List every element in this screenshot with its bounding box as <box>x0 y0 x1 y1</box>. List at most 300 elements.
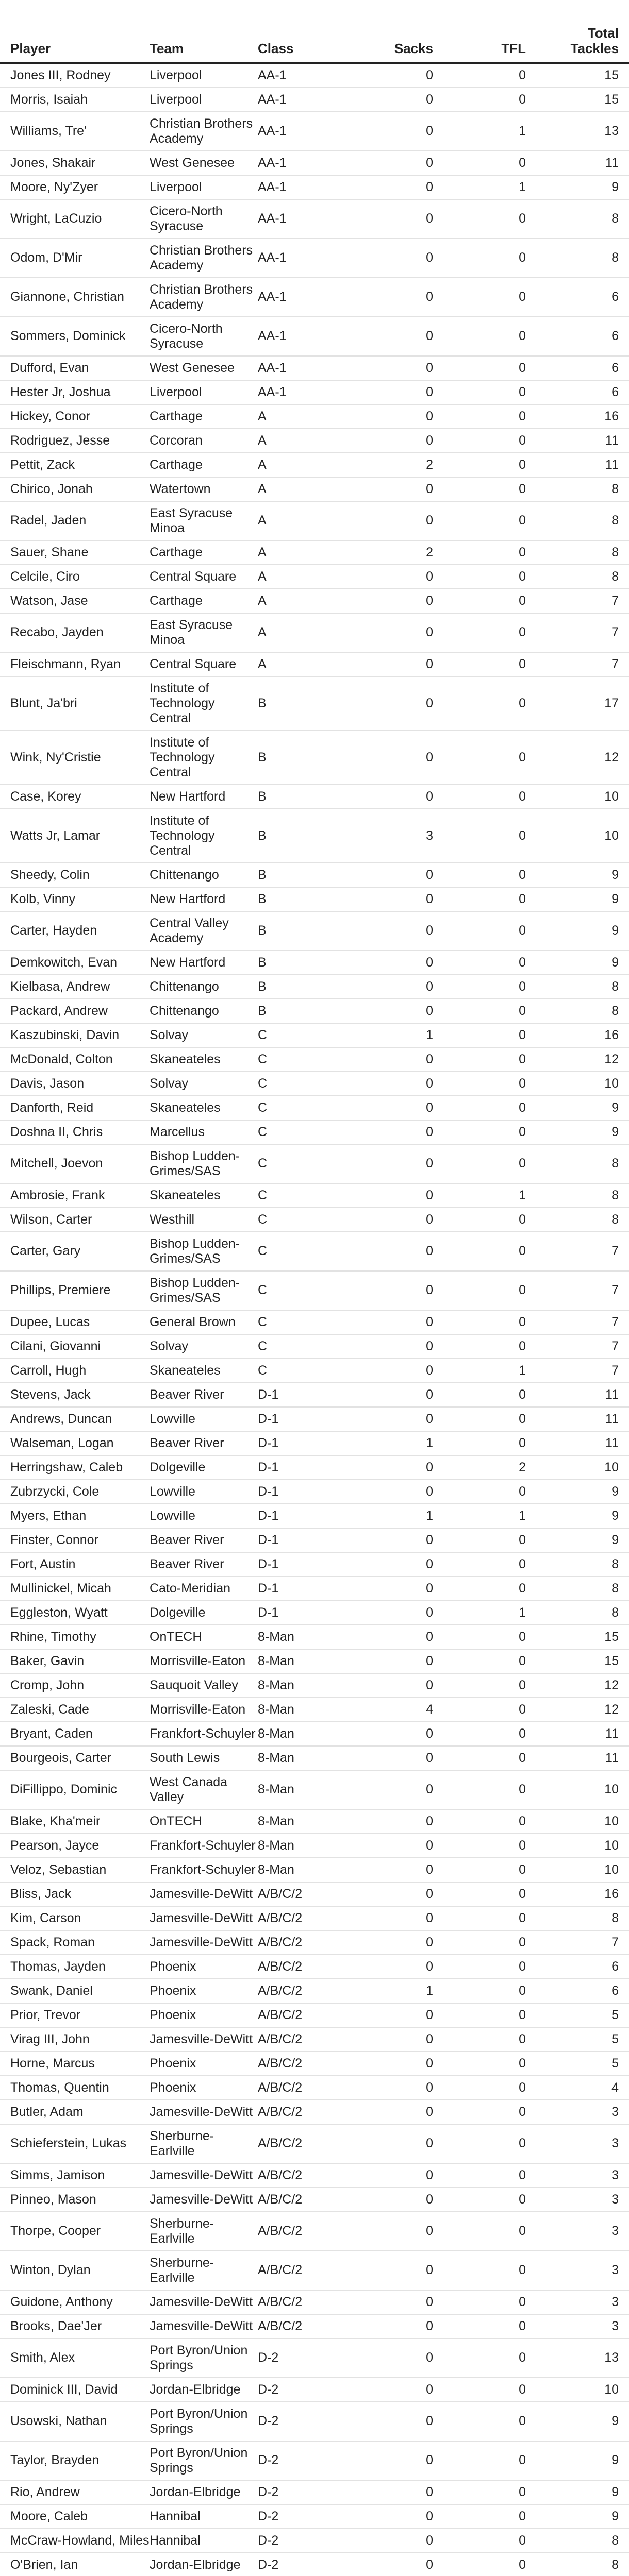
table-row <box>0 1577 629 1601</box>
cell-class: A <box>258 481 267 496</box>
cell-tfl: 0 <box>519 1076 526 1091</box>
cell-player: Williams, Tre' <box>10 124 87 138</box>
cell-player: Wilson, Carter <box>10 1212 92 1227</box>
cell-team: Solvay <box>150 1338 189 1353</box>
cell-total-tackles: 5 <box>611 2031 619 2046</box>
cell-total-tackles: 8 <box>611 1605 619 1620</box>
table-row <box>0 1955 629 1979</box>
cell-total-tackles: 9 <box>611 1124 619 1139</box>
cell-team: New Hartford <box>150 955 226 970</box>
cell-player: Blake, Kha'meir <box>10 1814 101 1828</box>
cell-class: D-2 <box>258 2509 279 2523</box>
table-row <box>0 565 629 589</box>
cell-tfl: 0 <box>519 1935 526 1950</box>
cell-sacks: 0 <box>426 867 433 882</box>
cell-team: Jordan-Elbridge <box>150 2382 241 2397</box>
cell-team: Lowville <box>150 1411 195 1426</box>
cell-sacks: 0 <box>426 1076 433 1091</box>
table-row <box>0 2402 629 2441</box>
cell-sacks: 0 <box>426 250 433 265</box>
table-row <box>0 863 629 887</box>
cell-total-tackles: 3 <box>611 2263 619 2277</box>
table-row <box>0 887 629 911</box>
cell-tfl: 0 <box>519 1629 526 1644</box>
cell-class: AA-1 <box>258 179 287 194</box>
cell-tfl: 0 <box>519 1532 526 1547</box>
cell-player: Herringshaw, Caleb <box>10 1460 123 1475</box>
cell-total-tackles: 7 <box>611 1363 619 1378</box>
cell-tfl: 0 <box>519 789 526 804</box>
cell-team: OnTECH <box>150 1814 202 1828</box>
cell-total-tackles: 7 <box>611 1314 619 1329</box>
cell-team: Skaneateles <box>150 1052 221 1066</box>
table-row <box>0 239 629 278</box>
cell-player: Rodriguez, Jesse <box>10 433 110 448</box>
cell-player: Bourgeois, Carter <box>10 1750 111 1765</box>
cell-tfl: 0 <box>519 2557 526 2572</box>
cell-tfl: 0 <box>519 250 526 265</box>
cell-tfl: 0 <box>519 1910 526 1925</box>
cell-total-tackles: 3 <box>611 2192 619 2207</box>
table-row <box>0 2124 629 2163</box>
cell-sacks: 0 <box>426 1003 433 1018</box>
table-row <box>0 1183 629 1208</box>
cell-tfl: 0 <box>519 1387 526 1402</box>
cell-total-tackles: 16 <box>604 409 619 423</box>
cell-total-tackles: 12 <box>604 1052 619 1066</box>
cell-player: Schieferstein, Lukas <box>10 2136 127 2150</box>
cell-team: Skaneateles <box>150 1100 221 1115</box>
table-row <box>0 1072 629 1096</box>
cell-class: AA-1 <box>258 211 287 226</box>
cell-team: General Brown <box>150 1314 236 1329</box>
cell-tfl: 0 <box>519 923 526 938</box>
cell-player: Moore, Caleb <box>10 2509 88 2523</box>
cell-total-tackles: 9 <box>611 1484 619 1499</box>
cell-tfl: 0 <box>519 2484 526 2499</box>
cell-sacks: 0 <box>426 2382 433 2397</box>
cell-class: D-1 <box>258 1581 279 1596</box>
cell-total-tackles: 9 <box>611 179 619 194</box>
cell-total-tackles: 8 <box>611 1188 619 1202</box>
cell-total-tackles: 9 <box>611 891 619 906</box>
cell-total-tackles: 3 <box>611 2318 619 2333</box>
cell-team: Jamesville-DeWitt <box>150 2167 253 2182</box>
table-row <box>0 1359 629 1383</box>
cell-class: D-1 <box>258 1532 279 1547</box>
cell-tfl: 0 <box>519 2533 526 2548</box>
cell-total-tackles: 11 <box>605 1750 619 1765</box>
cell-class: AA-1 <box>258 290 287 304</box>
cell-class: A/B/C/2 <box>258 2031 303 2046</box>
table-row <box>0 1809 629 1834</box>
cell-tfl: 1 <box>519 1605 526 1620</box>
cell-tfl: 0 <box>519 2453 526 2467</box>
cell-team: Jamesville-DeWitt <box>150 2318 253 2333</box>
cell-team: Carthage <box>150 545 203 560</box>
cell-team: Jamesville-DeWitt <box>150 2294 253 2309</box>
cell-sacks: 3 <box>426 828 433 843</box>
cell-sacks: 0 <box>426 1411 433 1426</box>
cell-player: Walseman, Logan <box>10 1435 114 1450</box>
cell-sacks: 0 <box>426 2263 433 2277</box>
cell-tfl: 1 <box>519 1508 526 1523</box>
cell-total-tackles: 5 <box>611 2007 619 2022</box>
cell-tfl: 0 <box>519 1435 526 1450</box>
cell-player: Morris, Isaiah <box>10 92 88 107</box>
cell-team: Hannibal <box>150 2509 201 2523</box>
cell-team: Watertown <box>150 481 211 496</box>
cell-class: D-2 <box>258 2414 279 2428</box>
cell-team: Cato-Meridian <box>150 1581 231 1596</box>
table-row <box>0 1431 629 1455</box>
table-row <box>0 1096 629 1120</box>
cell-player: Taylor, Brayden <box>10 2453 100 2467</box>
cell-sacks: 0 <box>426 2056 433 2071</box>
cell-sacks: 0 <box>426 155 433 170</box>
cell-class: A/B/C/2 <box>258 2192 303 2207</box>
table-row <box>0 613 629 652</box>
cell-team: Phoenix <box>150 2056 196 2071</box>
table-row <box>0 1504 629 1528</box>
cell-player: Demkowitch, Evan <box>10 955 118 970</box>
cell-sacks: 0 <box>426 1629 433 1644</box>
cell-sacks: 1 <box>426 1983 433 1998</box>
cell-class: A/B/C/2 <box>258 2294 303 2309</box>
cell-team: Bishop Ludden-Grimes/SAS <box>150 1275 240 1305</box>
cell-player: Prior, Trevor <box>10 2007 81 2022</box>
cell-class: AA-1 <box>258 384 287 399</box>
cell-class: D-2 <box>258 2533 279 2548</box>
cell-player: Thomas, Jayden <box>10 1959 106 1974</box>
table-row <box>0 1144 629 1183</box>
table-row <box>0 975 629 999</box>
cell-class: A <box>258 656 267 671</box>
table-row <box>0 63 629 88</box>
cell-sacks: 0 <box>426 2294 433 2309</box>
cell-team: Beaver River <box>150 1435 224 1450</box>
cell-sacks: 0 <box>426 696 433 710</box>
cell-team: Sherburne-Earlville <box>150 2255 214 2285</box>
cell-tfl: 0 <box>519 1750 526 1765</box>
cell-total-tackles: 7 <box>611 593 619 608</box>
table-row <box>0 2188 629 2212</box>
table-row <box>0 2314 629 2338</box>
cell-tfl: 0 <box>519 1003 526 1018</box>
cell-class: AA-1 <box>258 155 287 170</box>
table-row <box>0 2553 629 2576</box>
cell-player: Kolb, Vinny <box>10 891 76 906</box>
cell-player: Finster, Connor <box>10 1532 98 1547</box>
cell-class: B <box>258 867 267 882</box>
table-row <box>0 589 629 613</box>
column-header-team: Team <box>150 40 184 56</box>
table-row <box>0 404 629 429</box>
cell-class: B <box>258 955 267 970</box>
cell-team: Carthage <box>150 409 203 423</box>
cell-tfl: 0 <box>519 1124 526 1139</box>
cell-class: C <box>258 1188 268 1202</box>
cell-player: Radel, Jaden <box>10 513 87 528</box>
cell-total-tackles: 9 <box>611 867 619 882</box>
cell-total-tackles: 8 <box>611 569 619 584</box>
cell-player: Sommers, Dominick <box>10 329 126 343</box>
cell-total-tackles: 6 <box>611 1959 619 1974</box>
cell-player: McDonald, Colton <box>10 1052 113 1066</box>
cell-class: D-1 <box>258 1387 279 1402</box>
cell-total-tackles: 11 <box>605 1726 619 1741</box>
cell-tfl: 0 <box>519 828 526 843</box>
cell-sacks: 0 <box>426 593 433 608</box>
cell-sacks: 0 <box>426 2031 433 2046</box>
table-row <box>0 1208 629 1232</box>
cell-sacks: 0 <box>426 1052 433 1066</box>
cell-tfl: 0 <box>519 1156 526 1171</box>
cell-class: A/B/C/2 <box>258 2136 303 2150</box>
cell-team: Hannibal <box>150 2533 201 2548</box>
cell-sacks: 0 <box>426 656 433 671</box>
table-row <box>0 199 629 239</box>
cell-class: 8-Man <box>258 1653 294 1668</box>
cell-tfl: 0 <box>519 1838 526 1853</box>
cell-sacks: 0 <box>426 513 433 528</box>
cell-class: C <box>258 1076 268 1091</box>
column-header-class: Class <box>258 40 294 56</box>
cell-class: A <box>258 433 267 448</box>
cell-sacks: 0 <box>426 2192 433 2207</box>
cell-class: C <box>258 1052 268 1066</box>
table-row <box>0 2076 629 2100</box>
cell-class: 8-Man <box>258 1702 294 1717</box>
cell-tfl: 0 <box>519 1782 526 1797</box>
cell-team: East Syracuse Minoa <box>150 505 233 535</box>
table-row <box>0 2163 629 2188</box>
cell-total-tackles: 12 <box>604 1677 619 1692</box>
cell-tfl: 0 <box>519 1726 526 1741</box>
cell-sacks: 0 <box>426 1188 433 1202</box>
cell-total-tackles: 11 <box>605 155 619 170</box>
cell-sacks: 0 <box>426 1750 433 1765</box>
cell-sacks: 0 <box>426 1653 433 1668</box>
cell-player: Thorpe, Cooper <box>10 2224 101 2238</box>
cell-tfl: 0 <box>519 979 526 994</box>
cell-total-tackles: 15 <box>604 1653 619 1668</box>
table-row <box>0 785 629 809</box>
cell-tfl: 0 <box>519 1814 526 1828</box>
table-row <box>0 1698 629 1722</box>
cell-team: Westhill <box>150 1212 195 1227</box>
cell-class: A <box>258 545 267 560</box>
cell-class: C <box>258 1338 268 1353</box>
cell-class: D-1 <box>258 1508 279 1523</box>
cell-total-tackles: 10 <box>604 828 619 843</box>
cell-tfl: 0 <box>519 92 526 107</box>
cell-player: Case, Korey <box>10 789 81 804</box>
cell-tfl: 0 <box>519 2263 526 2277</box>
cell-total-tackles: 10 <box>604 1076 619 1091</box>
cell-tfl: 0 <box>519 513 526 528</box>
table-row <box>0 2027 629 2052</box>
cell-sacks: 0 <box>426 1605 433 1620</box>
cell-class: D-1 <box>258 1605 279 1620</box>
cell-player: Watson, Jase <box>10 593 88 608</box>
cell-player: Guidone, Anthony <box>10 2294 113 2309</box>
table-row <box>0 2052 629 2076</box>
cell-player: Dufford, Evan <box>10 360 89 375</box>
cell-team: Liverpool <box>150 179 202 194</box>
cell-tfl: 0 <box>519 481 526 496</box>
cell-player: Pearson, Jayce <box>10 1838 100 1853</box>
cell-class: A <box>258 593 267 608</box>
cell-team: Frankfort-Schuyler <box>150 1862 256 1877</box>
cell-sacks: 0 <box>426 1726 433 1741</box>
table-row <box>0 356 629 380</box>
table-row <box>0 1906 629 1930</box>
table-row <box>0 731 629 785</box>
cell-team: Jordan-Elbridge <box>150 2484 241 2499</box>
cell-total-tackles: 6 <box>611 384 619 399</box>
cell-tfl: 0 <box>519 2350 526 2365</box>
cell-class: B <box>258 923 267 938</box>
cell-player: Mullinickel, Micah <box>10 1581 111 1596</box>
cell-tfl: 0 <box>519 2318 526 2333</box>
table-row <box>0 1023 629 1047</box>
cell-player: Butler, Adam <box>10 2104 84 2119</box>
cell-total-tackles: 4 <box>611 2080 619 2095</box>
cell-team: Solvay <box>150 1027 189 1042</box>
cell-sacks: 0 <box>426 1677 433 1692</box>
table-row <box>0 1722 629 1746</box>
cell-tfl: 1 <box>519 179 526 194</box>
cell-player: Winton, Dylan <box>10 2263 91 2277</box>
cell-team: Central Square <box>150 656 237 671</box>
cell-class: B <box>258 828 267 843</box>
cell-tfl: 0 <box>519 696 526 710</box>
cell-team: South Lewis <box>150 1750 220 1765</box>
cell-tfl: 0 <box>519 1411 526 1426</box>
cell-class: 8-Man <box>258 1726 294 1741</box>
cell-tfl: 0 <box>519 1027 526 1042</box>
cell-class: D-1 <box>258 1435 279 1450</box>
cell-tfl: 0 <box>519 1677 526 1692</box>
cell-total-tackles: 10 <box>604 1862 619 1877</box>
cell-tfl: 0 <box>519 1653 526 1668</box>
cell-sacks: 0 <box>426 955 433 970</box>
cell-total-tackles: 7 <box>611 1283 619 1297</box>
cell-team: Liverpool <box>150 92 202 107</box>
cell-team: Chittenango <box>150 867 219 882</box>
cell-team: Christian Brothers Academy <box>150 282 253 312</box>
cell-total-tackles: 13 <box>604 124 619 138</box>
table-row <box>0 1746 629 1770</box>
cell-total-tackles: 8 <box>611 1212 619 1227</box>
cell-total-tackles: 7 <box>611 1244 619 1258</box>
cell-team: Institute of Technology Central <box>150 681 215 725</box>
cell-sacks: 0 <box>426 2453 433 2467</box>
cell-total-tackles: 6 <box>611 290 619 304</box>
cell-tfl: 0 <box>519 1484 526 1499</box>
cell-player: Bliss, Jack <box>10 1886 72 1901</box>
cell-player: Zubrzycki, Cole <box>10 1484 100 1499</box>
cell-total-tackles: 6 <box>611 329 619 343</box>
cell-player: Hester Jr, Joshua <box>10 384 111 399</box>
cell-total-tackles: 7 <box>611 625 619 639</box>
cell-player: McCraw-Howland, Miles <box>10 2533 150 2548</box>
cell-team: Liverpool <box>150 384 202 399</box>
cell-player: Recabo, Jayden <box>10 625 104 639</box>
cell-total-tackles: 12 <box>604 750 619 765</box>
cell-player: Sheedy, Colin <box>10 867 90 882</box>
cell-sacks: 0 <box>426 384 433 399</box>
cell-total-tackles: 15 <box>604 67 619 82</box>
cell-sacks: 0 <box>426 2318 433 2333</box>
cell-tfl: 0 <box>519 384 526 399</box>
cell-total-tackles: 3 <box>611 2294 619 2309</box>
cell-tfl: 0 <box>519 1983 526 1998</box>
cell-total-tackles: 8 <box>611 2557 619 2572</box>
cell-total-tackles: 11 <box>605 433 619 448</box>
cell-team: Skaneateles <box>150 1188 221 1202</box>
cell-sacks: 0 <box>426 2104 433 2119</box>
table-row <box>0 1334 629 1359</box>
cell-team: Solvay <box>150 1076 189 1091</box>
cell-sacks: 0 <box>426 569 433 584</box>
cell-tfl: 0 <box>519 67 526 82</box>
cell-total-tackles: 10 <box>604 2382 619 2397</box>
cell-team: Dolgeville <box>150 1605 206 1620</box>
cell-tfl: 0 <box>519 360 526 375</box>
table-row <box>0 2480 629 2504</box>
cell-class: A <box>258 457 267 472</box>
table-row <box>0 2100 629 2124</box>
cell-player: Pinneo, Mason <box>10 2192 96 2207</box>
cell-player: Brooks, Dae'Jer <box>10 2318 102 2333</box>
table-row <box>0 1455 629 1480</box>
cell-sacks: 0 <box>426 2080 433 2095</box>
cell-total-tackles: 9 <box>611 1100 619 1115</box>
cell-sacks: 2 <box>426 545 433 560</box>
cell-team: Jamesville-DeWitt <box>150 1886 253 1901</box>
cell-class: AA-1 <box>258 124 287 138</box>
cell-tfl: 0 <box>519 891 526 906</box>
cell-total-tackles: 9 <box>611 2484 619 2499</box>
cell-total-tackles: 8 <box>611 2533 619 2548</box>
table-row <box>0 112 629 151</box>
cell-total-tackles: 11 <box>605 1411 619 1426</box>
cell-player: Jones III, Rodney <box>10 67 111 82</box>
table-row <box>0 1930 629 1955</box>
cell-player: Kaszubinski, Davin <box>10 1027 120 1042</box>
cell-class: A/B/C/2 <box>258 2080 303 2095</box>
cell-class: 8-Man <box>258 1814 294 1828</box>
cell-sacks: 0 <box>426 625 433 639</box>
cell-class: B <box>258 1003 267 1018</box>
cell-tfl: 0 <box>519 2382 526 2397</box>
cell-player: Virag III, John <box>10 2031 90 2046</box>
table-row <box>0 911 629 951</box>
cell-player: Giannone, Christian <box>10 290 124 304</box>
cell-team: Christian Brothers Academy <box>150 116 253 146</box>
cell-tfl: 0 <box>519 750 526 765</box>
cell-player: Celcile, Ciro <box>10 569 80 584</box>
cell-player: Myers, Ethan <box>10 1508 87 1523</box>
table-row <box>0 380 629 404</box>
cell-class: A <box>258 513 267 528</box>
cell-tfl: 0 <box>519 1556 526 1571</box>
cell-tfl: 2 <box>519 1460 526 1475</box>
table-row <box>0 2504 629 2529</box>
cell-class: D-1 <box>258 1484 279 1499</box>
